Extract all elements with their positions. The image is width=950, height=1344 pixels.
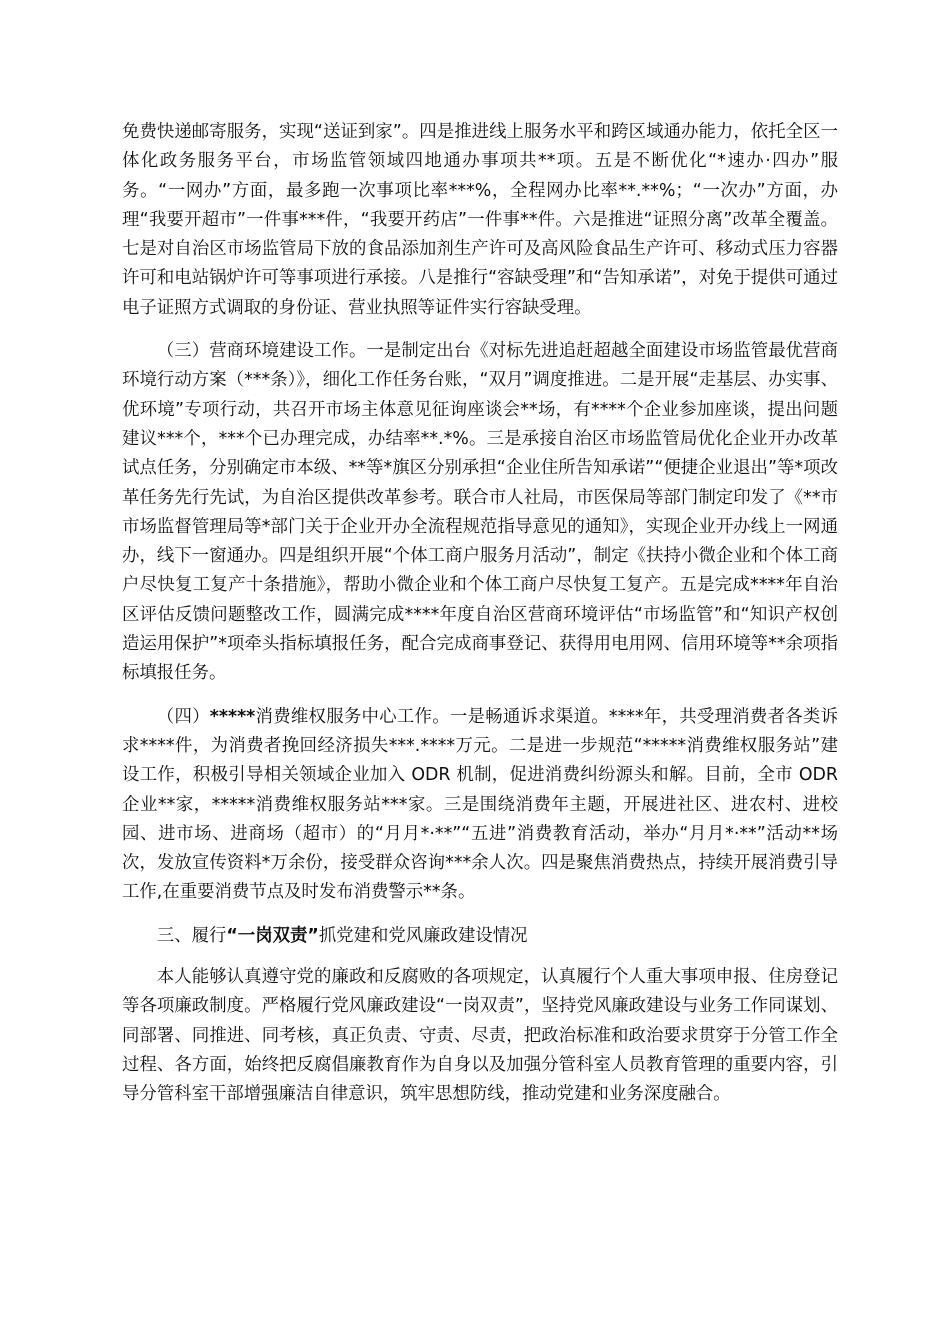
paragraph-integrity: 本人能够认真遵守党的廉政和反腐败的各项规定，认真履行个人重大事项申报、住房登记等各项廉政制度。严格履行党风廉政建设“一岗双责”，坚持党风廉政建设与业务工作同谋划、同部署、同推进、同考核，真正负责、守责、尽责，把政治标准和政治要求贯穿于分管工作全过程、各方面，始终把反腐倡廉教育作为自身以及加强分管科室人员教育管理的重要内容，引导分管科室干部增强廉洁自律意识，筑牢思想防线，推动党建和业务深度融合。 bbox=[122, 967, 838, 1105]
paragraph-consumer-rights bbox=[122, 703, 838, 908]
heading-part-b: “一岗双责” bbox=[226, 925, 319, 946]
heading-part-c: 抓党建和党风廉政建设情况 bbox=[318, 925, 528, 946]
section-heading-3 bbox=[122, 922, 838, 951]
document-body bbox=[122, 118, 838, 1110]
paragraph-business-environment: （三）营商环境建设工作。一是制定出台《对标先进追赶超越全面建设市场监管最优营商环境行动方案（***条）》，细化工作任务台账，“双月”调度推进。二是开展“走基层、办实事、优环境”专项行动，共召开市场主体意见征询座谈会**场，有****个企业参加座谈，提出问题建议***个，***个已办理完成，办结率**.*%。三是承接自治区市场监管局优化企业开办改革试点任务，分别确定市本级、**等*旗区分别承担“企业住所告知承诺”“便捷企业退出”等*项改革任务先行先试，为自治区提供改革参考。联合市人社局，市医保局等部门制定印发了《**市市场监督管理局等*部门关于企业开办全流程规范指导意见的通知》，实现企业开办线上一网通办，线下一窗通办。四是组织开展“个体工商户服务月活动”，制定《扶持小微企业和个体工商户尽快复工复产十条措施》，帮助小微企业和个体工商户尽快复工复产。五是完成****年自治区评估反馈问题整改工作，圆满完成****年度自治区营商环境评估“市场监管”和“知识产权创造运用保护”*项牵头指标填报任务，配合完成商事登记、获得用电用网、信用环境等**余项指标填报任务。 bbox=[122, 341, 838, 684]
heading-part-a: 三、履行 bbox=[156, 925, 227, 946]
masked-org-name: ***** bbox=[209, 706, 256, 727]
paragraph-continued: 免费快递邮寄服务，实现“送证到家”。四是推进线上服务水平和跨区域通办能力，依托全区一体化政务服务平台，市场监管领域四地通办事项共**项。五是不断优化“*速办·四办”服务。“一网办”方面，最多跑一次事项比率***%，全程网办比率**.**%；“一次办”方面，办理“我要开超市”一件事***件，“我要开药店”一件事**件。六是推进“证照分离”改革全覆盖。七是对自治区市场监管局下放的食品添加剂生产许可及高风险食品生产许可、移动式压力容器许可和电站锅炉许可等事项进行承接。八是推行“容缺受理”和“告知承诺”，对免于提供可通过电子证照方式调取的身份证、营业执照等证件实行容缺受理。 bbox=[122, 122, 838, 318]
section-number: （四） bbox=[156, 706, 210, 727]
paragraph-consumer-rights-text: 消费维权服务中心工作。一是畅通诉求渠道。****年，共受理消费者各类诉求****件，为消费者挽回经济损失***.****万元。二是进一步规范“*****消费维权服务站”建设工作，积极引导相关领域企业加入 ODR 机制，促进消费纠纷源头和解。目前，全市 ODR 企业**家，*****消费维权服务站***家。三是围绕消费年主题，开展进社区、进农村、进校园、进市场、进商场（超市）的“月月*·**”“五进”消费教育活动，举办“月月*·**”活动**场次，发放宣传资料*万余份，接受群众咨询***余人次。四是聚焦消费热点，持续开展消费引导工作,在重要消费节点及时发布消费警示**条。 bbox=[122, 706, 838, 903]
